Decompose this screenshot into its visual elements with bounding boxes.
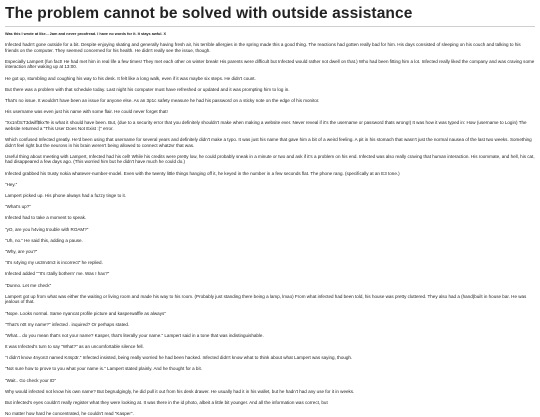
story-paragraph: Lampert picked up. His phone always had a fuzzy tinge to it. — [5, 193, 127, 199]
story-paragraph: "yO, are you h4ving trouble with ROAM?" — [5, 226, 89, 232]
story-paragraph: Why would infected not know his own name? But begrudgingly, he did pull it out from his desk drawer. He usually had it in his wallet, but he hadn't had any use for it in weeks. — [5, 388, 355, 394]
story-paragraph: No matter how hard he concentrated, he couldn't read "Kasper". — [5, 411, 134, 417]
story-paragraph: But there was a problem with that schedule today. Last night his computer must have refreshed or updated and it was prompting him to log in. — [5, 86, 290, 92]
story-paragraph: "Hey." — [5, 181, 18, 187]
page-title: The problem cannot be solved with outside assistance — [5, 5, 535, 27]
author-note: Was this I wrote at like... 2am and never proofread. I have no words for it. It stays awful. X — [5, 32, 167, 36]
story-paragraph: "Dunno. Let me check" — [5, 282, 52, 288]
story-paragraph: "Nope. Looks normal. Same nyancat profile picture and kasperwaffle as always" — [5, 310, 166, 316]
story-paragraph: "Xx1nf3cT3dwiff$kxTe is what it should have been. But, (due to a security error that you definitely shouldn't make when making a website ever. Never reveal if it's the username or password thats wrong!) It was how it was typed in: How (username to Login) The website returned a "This User Does Not Exist :(" error. — [5, 120, 527, 131]
story-paragraph: "That's n0t my name?" infected . inquired? Or perhaps stated. — [5, 321, 130, 327]
story-paragraph: Infected had to take a moment to speak. — [5, 215, 87, 221]
story-paragraph: "Uh, no." He said this, adding a pause. — [5, 237, 83, 243]
story-paragraph: Infected added ""It's r3ally bothern' me. Was I hax?" — [5, 271, 110, 277]
story-paragraph: Infected grabbed his trusty nokia whatever-number-model. Even with the twenty little things hanging off it, he keyed in the number in a few seconds flat. The phone rang. (specifically at an E3 tone.) — [5, 170, 400, 176]
story-paragraph: "What's up?" — [5, 204, 31, 210]
story-paragraph: Infected hadn't gone outside for a bit. Despite enjoying skating and generally having fresh air, his terrible allergies in the spring made this a good thing. The reactions had gotten really bad for him. His days consisted of sleeping on his couch and talking to his friends on the computer. They seemed concerned for his health. He didn't really see the issue, though. — [5, 42, 521, 53]
story-paragraph: Useful thing about meeting with Lampert, Infected had his cell! While his credits were pretty low, he could probably sneak in a minute or two and ask if it's a problem on his end. Infected was also really craving that human interaction. His roommate, and hell, his cat, had disappeared a few days ago. (This worried him but he didn't have much he could do.) — [5, 153, 535, 165]
story-paragraph: His username was even just his name with some flair. He could never forget that! — [5, 109, 168, 115]
story-paragraph: "Not sure how to prove to you what your name is." Lampert stated plainly. And he thought for a bit. — [5, 366, 203, 372]
story-paragraph: Especially Lampert (fun fact! He had met him in real life a few times! They met each other on winter break! His parents were difficult but Infected would rather not dwell on that.) Who had been fitting him a lot. Infected really liked the company and was craving some interaction after waking up at 13:00. — [5, 58, 535, 70]
story-paragraph: Which confused Infected greatly. He'd been using that username for several years and definitely didn't make a typo. It was just his name that gave him a bit of a weird feeling. A pit in his stomach that wasn't just the normal nausea of the last two weeks. Something didn't feel right but the neurons in his brain weren't being allowed to connect what2vr that was. — [5, 137, 532, 148]
story-paragraph: That's no issue. It wouldn't have been an issue for anyone else. As an 3p1c safety measure he had his password on a sticky note on the edge of his monitor. — [5, 97, 320, 103]
story-paragraph: It was Infected's turn to say "What?" as an uncomfortable silence fell. — [5, 344, 144, 350]
story-paragraph: "Wait.. Go check your ID" — [5, 377, 57, 383]
story-paragraph: "What... do you mean that's not your name? Kasper, that's literally your name." Lampert said in a tone that was indistinguishable. — [5, 332, 264, 338]
story-paragraph: He got up, stumbling and coughing his way to his desk. It felt like a long walk, even if it was maybe six steps. He didn't count. — [5, 75, 256, 81]
story-paragraph: Lampert got up from what was either the waiting or living room and made his way to his room. (Probably just standing there being a lamp, lmao) From what infected had been told, his house was pretty cluttered. They also had a (hand)built in house bar. He was jealous of that. — [5, 293, 527, 305]
story-paragraph: "I didn't know 4nyon3 named K4sp3r." Infected insisted, being really worried he had been hacked. Infected didn't know what to think about what Lampert was saying, though. — [5, 355, 353, 361]
story-body — [5, 42, 535, 417]
story-paragraph: "Why, are you?" — [5, 248, 38, 254]
story-paragraph: But infected's eyes couldn't really register what they were looking at. It was there in the id photo, albeit a little bit younger. And all the information was correct, but — [5, 400, 328, 405]
story-paragraph: "It's s4ying my us3rn4m3 is incorrect" he replied. — [5, 260, 103, 266]
